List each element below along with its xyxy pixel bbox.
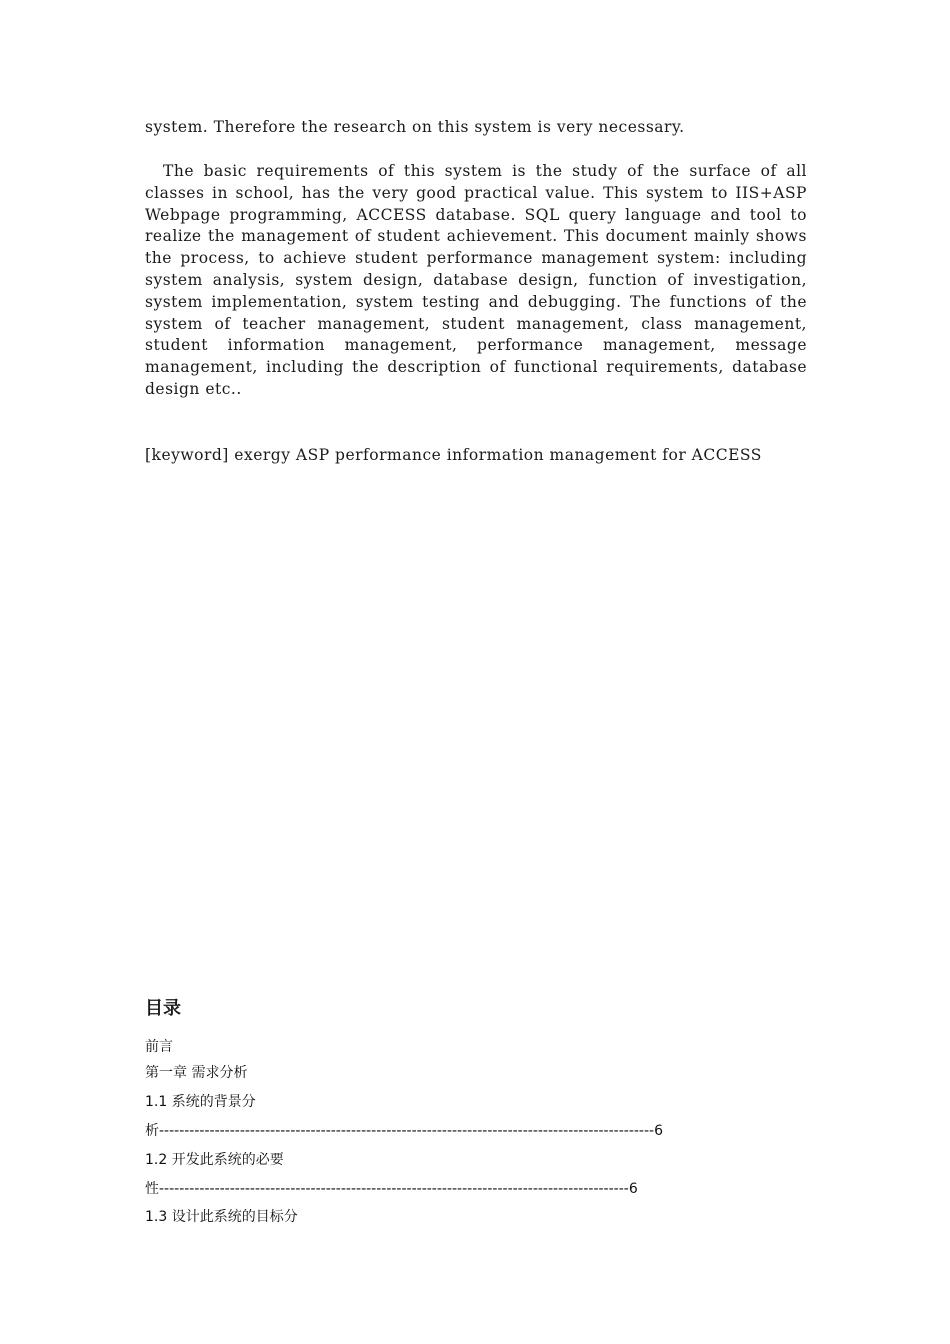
abstract-intro-line: system. Therefore the research on this system is very necessary. xyxy=(145,118,685,136)
toc-heading: 目录 xyxy=(145,998,181,1019)
toc-line-chapter-1: 第一章 需求分析 xyxy=(145,1065,248,1081)
abstract-paragraph: The basic requirements of this system is the study of the surface of all classes in school, has the very good practical value. This system to IIS+ASP Webpage programming, ACCESS database. SQL query language and tool to realize the management of student achievement. This document mainly shows the process, to achieve student performance management system: including system analysis, system design, database design, function of investigation, system implementation, system testing and debugging. The functions of the system of teacher management, student management, class management, student information management, performance management, message management, including the description of functional requirements, database design etc.. xyxy=(145,162,807,398)
toc-line-1-2: 1.2 开发此系统的必要 xyxy=(145,1152,284,1168)
toc-line-preface: 前言 xyxy=(145,1039,173,1055)
keyword-line: [keyword] exergy ASP performance information management for ACCESS xyxy=(145,446,762,464)
toc-line-1-3: 1.3 设计此系统的目标分 xyxy=(145,1209,298,1225)
toc-line-1-1-cont: 析--------------------------------------------------------------------------------------------------6 xyxy=(145,1123,663,1139)
toc-line-1-2-cont: 性---------------------------------------------------------------------------------------------6 xyxy=(145,1181,638,1197)
toc-line-1-1: 1.1 系统的背景分 xyxy=(145,1094,256,1110)
